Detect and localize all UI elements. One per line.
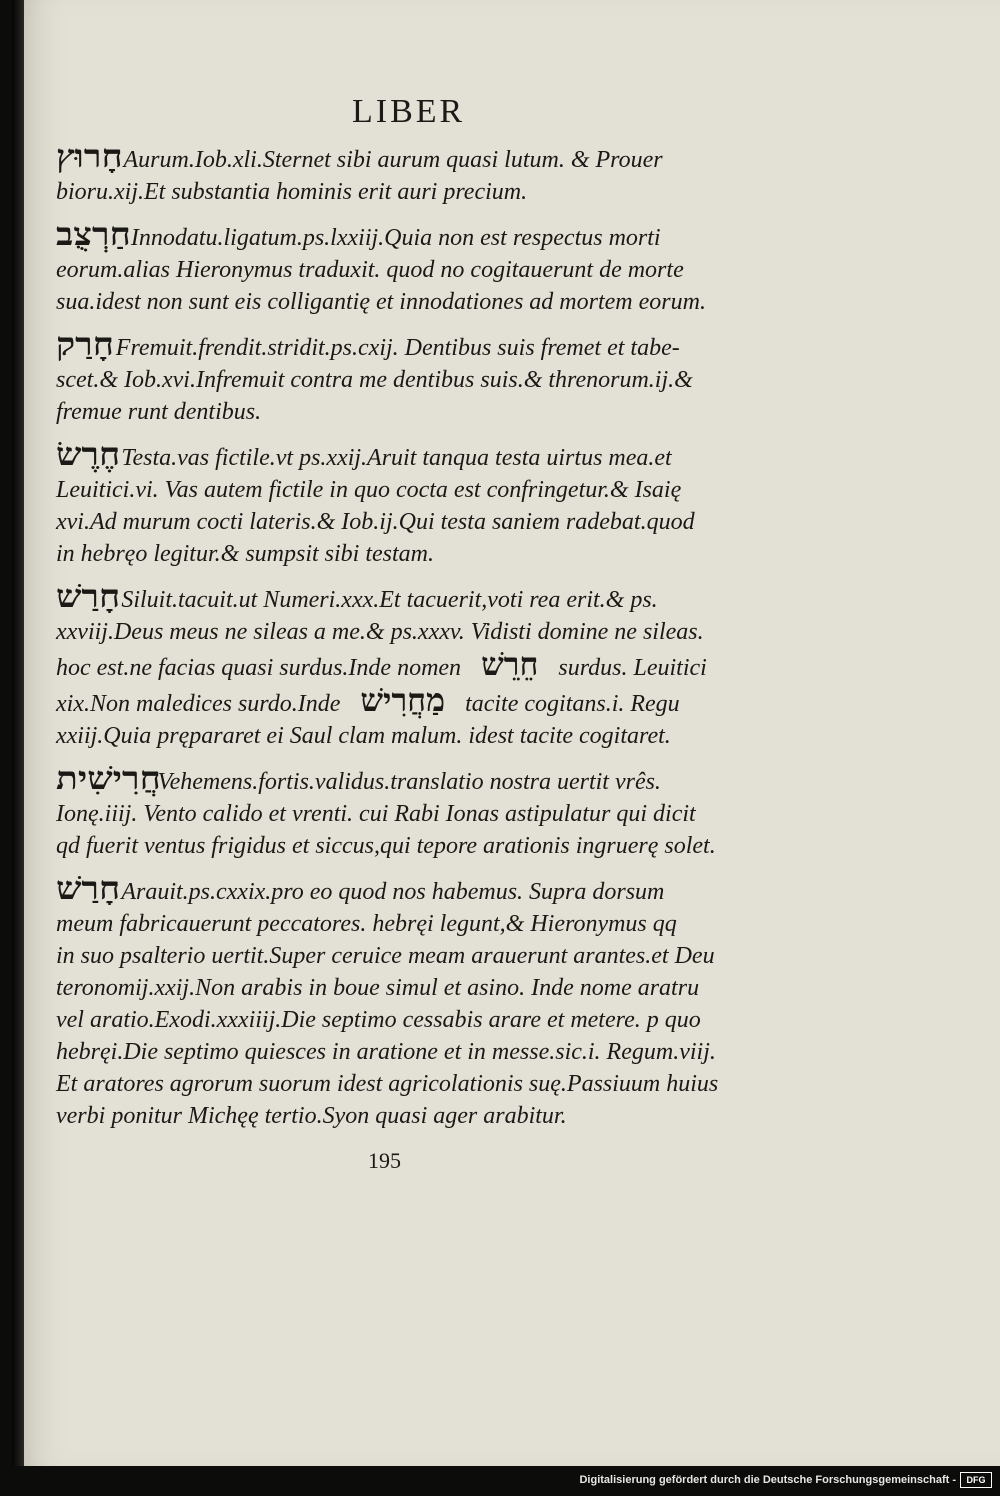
- entry-text-segment: qd fuerit ventus frigidus et siccus,qui tepore arationis ingruerę solet.: [56, 833, 716, 859]
- footer-bar: [0, 1466, 1000, 1496]
- entry-text-segment: bioru.xij.Et substantia hominis erit auri precium.: [56, 179, 528, 205]
- text-body: [56, 137, 719, 1142]
- entry-line: [56, 435, 710, 474]
- hebrew-inline-word: מַחֲרִישׁ: [360, 681, 446, 719]
- entry-line: [56, 538, 710, 570]
- entry-line: [56, 286, 710, 318]
- entry-text-segment: surdus. Leuitici: [552, 655, 707, 681]
- dfg-logo: DFG: [960, 1472, 992, 1488]
- entry-text-segment: hebręi.Die septimo quiesces in aratione et in messe.sic.i. Regum.viij.: [56, 1039, 716, 1065]
- entry-text-segment: Aurum.Iob.xli.Sternet sibi aurum quasi lutum. & Prouer: [123, 147, 663, 173]
- hebrew-inline-word: חֵרֵשׁ: [481, 645, 539, 683]
- entry-text-segment: Leuitici.vi. Vas autem fictile in quo cocta est confringetur.& Isaię: [56, 477, 682, 503]
- entry-line: [56, 506, 710, 538]
- entry-line: [56, 396, 710, 428]
- entry-text-segment: eorum.alias Hieronymus traduxit. quod no cogitauerunt de morte: [56, 257, 684, 283]
- hebrew-headword: חָרוּץ: [56, 137, 123, 175]
- dictionary-entry: [56, 759, 716, 872]
- entry-text-segment: sua.idest non sunt eis colligantię et innodationes ad mortem eorum.: [56, 289, 706, 315]
- entry-line: [56, 1036, 716, 1068]
- entry-line: [56, 681, 710, 720]
- dictionary-entry: [56, 137, 710, 218]
- book-page: [12, 0, 1000, 1466]
- entry-text-segment: Ionę.iiij. Vento calido et vrenti. cui Rabi Ionas astipulatur qui dicit: [56, 801, 696, 827]
- entry-text-segment: in suo psalterio uertit.Super ceruice meam arauerunt arantes.et Deu: [56, 943, 715, 969]
- entry-text-segment: Innodatu.ligatum.ps.lxxiij.Quia non est respectus morti: [130, 225, 661, 251]
- entry-text-segment: Et aratores agrorum suorum idest agricolationis suę.Passiuum huius: [56, 1071, 719, 1097]
- entry-line: [56, 137, 710, 176]
- page-number: 195: [368, 1148, 401, 1173]
- entry-text-segment: meum fabricauerunt peccatores. hebręi legunt,& Hieronymus qq: [56, 911, 677, 937]
- entry-line: [56, 364, 710, 396]
- hebrew-headword: חָרַשׁ: [56, 869, 121, 907]
- entry-text-segment: teronomij.xxij.Non arabis in boue simul et asino. Inde nome aratru: [56, 975, 700, 1001]
- entry-line: [56, 830, 716, 862]
- entry-text-segment: fremue runt dentibus.: [56, 399, 262, 425]
- entry-text-segment: xvi.Ad murum cocti lateris.& Iob.ij.Qui testa saniem radebat.quod: [56, 509, 695, 535]
- entry-line: [56, 325, 710, 364]
- entry-line: [56, 940, 715, 972]
- entry-line: [56, 176, 710, 208]
- entry-line: [56, 759, 710, 798]
- hebrew-headword: חָרַשׁ: [56, 577, 121, 615]
- entry-line: [56, 972, 710, 1004]
- hebrew-headword: חֶרֶשׂ: [56, 435, 121, 473]
- entry-text-segment: xxiij.Quia prępararet ei Saul clam malum. idest tacite cogitaret.: [56, 723, 671, 749]
- dictionary-entry: [56, 577, 710, 762]
- entry-line: [56, 908, 710, 940]
- hebrew-headword: חֲרִישִׁית: [56, 759, 161, 797]
- entry-text-segment: xix.Non maledices surdo.Inde: [56, 691, 347, 717]
- entry-text-segment: verbi ponitur Michęę tertio.Syon quasi ager arabitur.: [56, 1103, 567, 1129]
- entry-line: [56, 215, 710, 254]
- entry-line: [56, 616, 710, 648]
- hebrew-headword: חַרְצֻב: [56, 215, 131, 253]
- dictionary-entry: [56, 325, 710, 438]
- entry-line: [56, 869, 710, 908]
- entry-line: [56, 720, 710, 752]
- dictionary-entry: [56, 869, 719, 1142]
- entry-line: [56, 577, 710, 616]
- footer-credit: Digitalisierung gefördert durch die Deutsche Forschungsgemeinschaft -: [579, 1474, 956, 1486]
- entry-text-segment: Testa.vas fictile.vt ps.xxij.Aruit tanqua testa uirtus mea.et: [121, 445, 672, 471]
- entry-text-segment: Arauit.ps.cxxix.pro eo quod nos habemus. Supra dorsum: [121, 879, 665, 905]
- entry-text-segment: vel aratio.Exodi.xxxiiij.Die septimo cessabis arare et metere. p quo: [56, 1007, 701, 1033]
- entry-line: [56, 474, 710, 506]
- dictionary-entry: [56, 215, 710, 328]
- hebrew-headword: חָרַק: [56, 325, 114, 363]
- entry-line: [56, 254, 710, 286]
- entry-text-segment: scet.& Iob.xvi.Infremuit contra me dentibus suis.& threnorum.ij.&: [56, 367, 693, 393]
- entry-line: [56, 1100, 710, 1132]
- page-gutter-shadow: [12, 0, 24, 1466]
- entry-text-segment: tacite cogitans.i. Regu: [459, 691, 680, 717]
- entry-text-segment: in hebręo legitur.& sumpsit sibi testam.: [56, 541, 434, 567]
- entry-line: [56, 798, 710, 830]
- entry-text-segment: Vehemens.fortis.validus.translatio nostra uertit vrês.: [157, 769, 661, 795]
- entry-line: [56, 1068, 719, 1100]
- entry-text-segment: Siluit.tacuit.ut Numeri.xxx.Et tacuerit,voti rea erit.& ps.: [121, 587, 658, 613]
- entry-line: [56, 1004, 710, 1036]
- entry-text-segment: Fremuit.frendit.stridit.ps.cxij. Dentibus suis fremet et tabe-: [115, 335, 680, 361]
- page-title: LIBER: [352, 93, 466, 130]
- entry-text-segment: xxviij.Deus meus ne sileas a me.& ps.xxxv. Vidisti domine ne sileas.: [56, 619, 704, 645]
- entry-line: [56, 645, 710, 684]
- entry-text-segment: hoc est.ne facias quasi surdus.Inde nomen: [56, 655, 468, 681]
- dictionary-entry: [56, 435, 710, 580]
